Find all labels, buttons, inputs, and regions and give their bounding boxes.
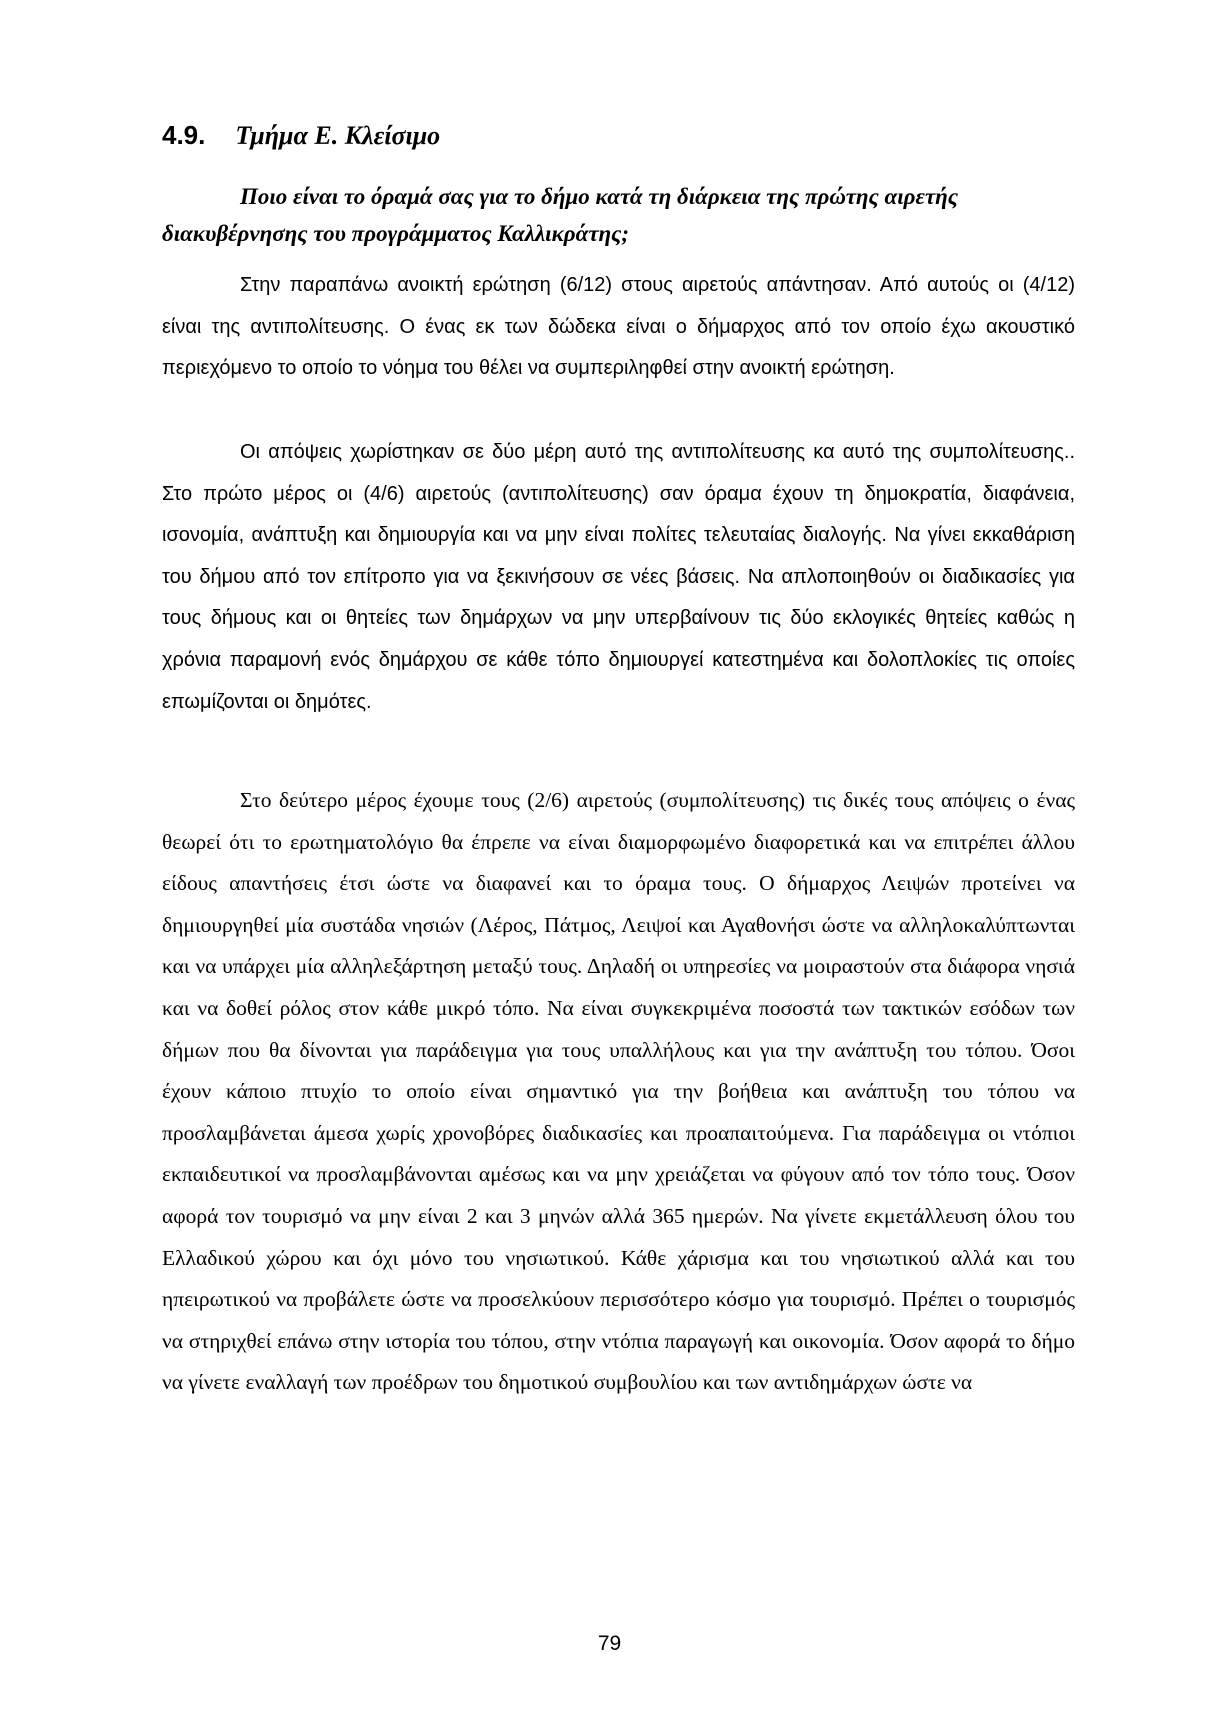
question-line-2: διακυβέρνησης του προγράμματος Καλλικράτης; xyxy=(162,221,630,246)
section-number: 4.9. xyxy=(162,120,206,150)
paragraph-3: Στο δεύτερο μέρος έχουμε τους (2/6) αιρετούς (συμπολίτευσης) τις δικές τους απόψεις ο ένας θεωρεί ότι το ερωτηματολόγιο θα έπρεπε να είναι διαμορφωμένο διαφορετικά και να επιτρέπει άλλου είδους απαντήσεις έτσι ώστε να διαφανεί και το όραμα τους. Ο δήμαρχος Λειψών προτείνει να δημιουργηθεί μία συστάδα νησιών (Λέρος, Πάτμος, Λειψοί και Αγαθονήσι ώστε να αλληλοκαλύπτωνται και να υπάρχει μία αλληλεξάρτηση μεταξύ τους. Δηλαδή οι υπηρεσίες να μοιραστούν στα διάφορα νησιά και να δοθεί ρόλος στον κάθε μικρό τόπο. Να είναι συγκεκριμένα ποσοστά των τακτικών εσόδων των δήμων που θα δίνονται για παράδειγμα για τους υπαλλήλους και για την ανάπτυξη του τόπου. Όσοι έχουν κάποιο πτυχίο το οποίο είναι σημαντικό για την βοήθεια και ανάπτυξη του τόπου να προσλαμβάνεται άμεσα χωρίς χρονοβόρες διαδικασίες και προαπαιτούμενα. Για παράδειγμα οι ντόπιοι εκπαιδευτικοί να προσλαμβάνονται αμέσως και να μην χρειάζεται να φύγουν από τον τόπο τους. Όσον αφορά τον τουρισμό να μην είναι 2 και 3 μηνών αλλά 365 ημερών. Να γίνετε εκμετάλλευση όλου του Ελλαδικού χώρου και όχι μόνο του νησιωτικού. Κάθε χάρισμα και του νησιωτικού αλλά και του ηπειρωτικού να προβάλετε ώστε να προσελκύουν περισσότερο κόσμο για τουρισμό. Πρέπει ο τουρισμός να στηριχθεί επάνω στην ιστορία του τόπου, στην ντόπια παραγωγή και οικονομία. Όσον αφορά το δήμο να γίνετε εναλλαγή των προέδρων του δημοτικού συμβουλίου και των αντιδημάρχων ώστε να xyxy=(162,788,1075,1395)
page-number: 79 xyxy=(597,1632,622,1655)
paragraph-2: Οι απόψεις χωρίστηκαν σε δύο μέρη αυτό της αντιπολίτευσης κα αυτό της συμπολίτευσης.. Στο πρώτο μέρος οι (4/6) αιρετούς (αντιπολίτευσης) σαν όραμα έχουν τη δημοκρατία, διαφάνεια, ισονομία, ανάπτυξη και δημιουργία και να μην είναι πολίτες τελευταίας διαλογής. Να γίνει εκκαθάριση του δήμου από τον επίτροπο για να ξεκινήσουν σε νέες βάσεις. Να απλοποιηθούν οι διαδικασίες για τους δήμους και οι θητείες των δημάρχων να μην υπερβαίνουν τις δύο εκλογικές θητείες καθώς η χρόνια παραμονή ενός δημάρχου σε κάθε τόπο δημιουργεί κατεστημένα και δολοπλοκίες τις οποίες επωμίζονται οι δημότες. xyxy=(162,441,1075,713)
section-title: Τμήμα Ε. Κλείσιμο xyxy=(235,121,441,150)
question-line-1: Ποιο είναι το όραμά σας για το δήμο κατά τη διάρκεια της πρώτης αιρετής xyxy=(240,184,959,209)
section-heading xyxy=(162,120,440,151)
paragraph-1: Στην παραπάνω ανοικτή ερώτηση (6/12) στους αιρετούς απάντησαν. Από αυτούς οι (4/12) είναι της αντιπολίτευσης. Ο ένας εκ των δώδεκα είναι ο δήμαρχος από τον οποίο έχω ακουστικό περιεχόμενο το οποίο το νόημα του θέλει να συμπεριληφθεί στην ανοικτή ερώτηση. xyxy=(162,274,1075,380)
question-text xyxy=(162,178,1075,252)
